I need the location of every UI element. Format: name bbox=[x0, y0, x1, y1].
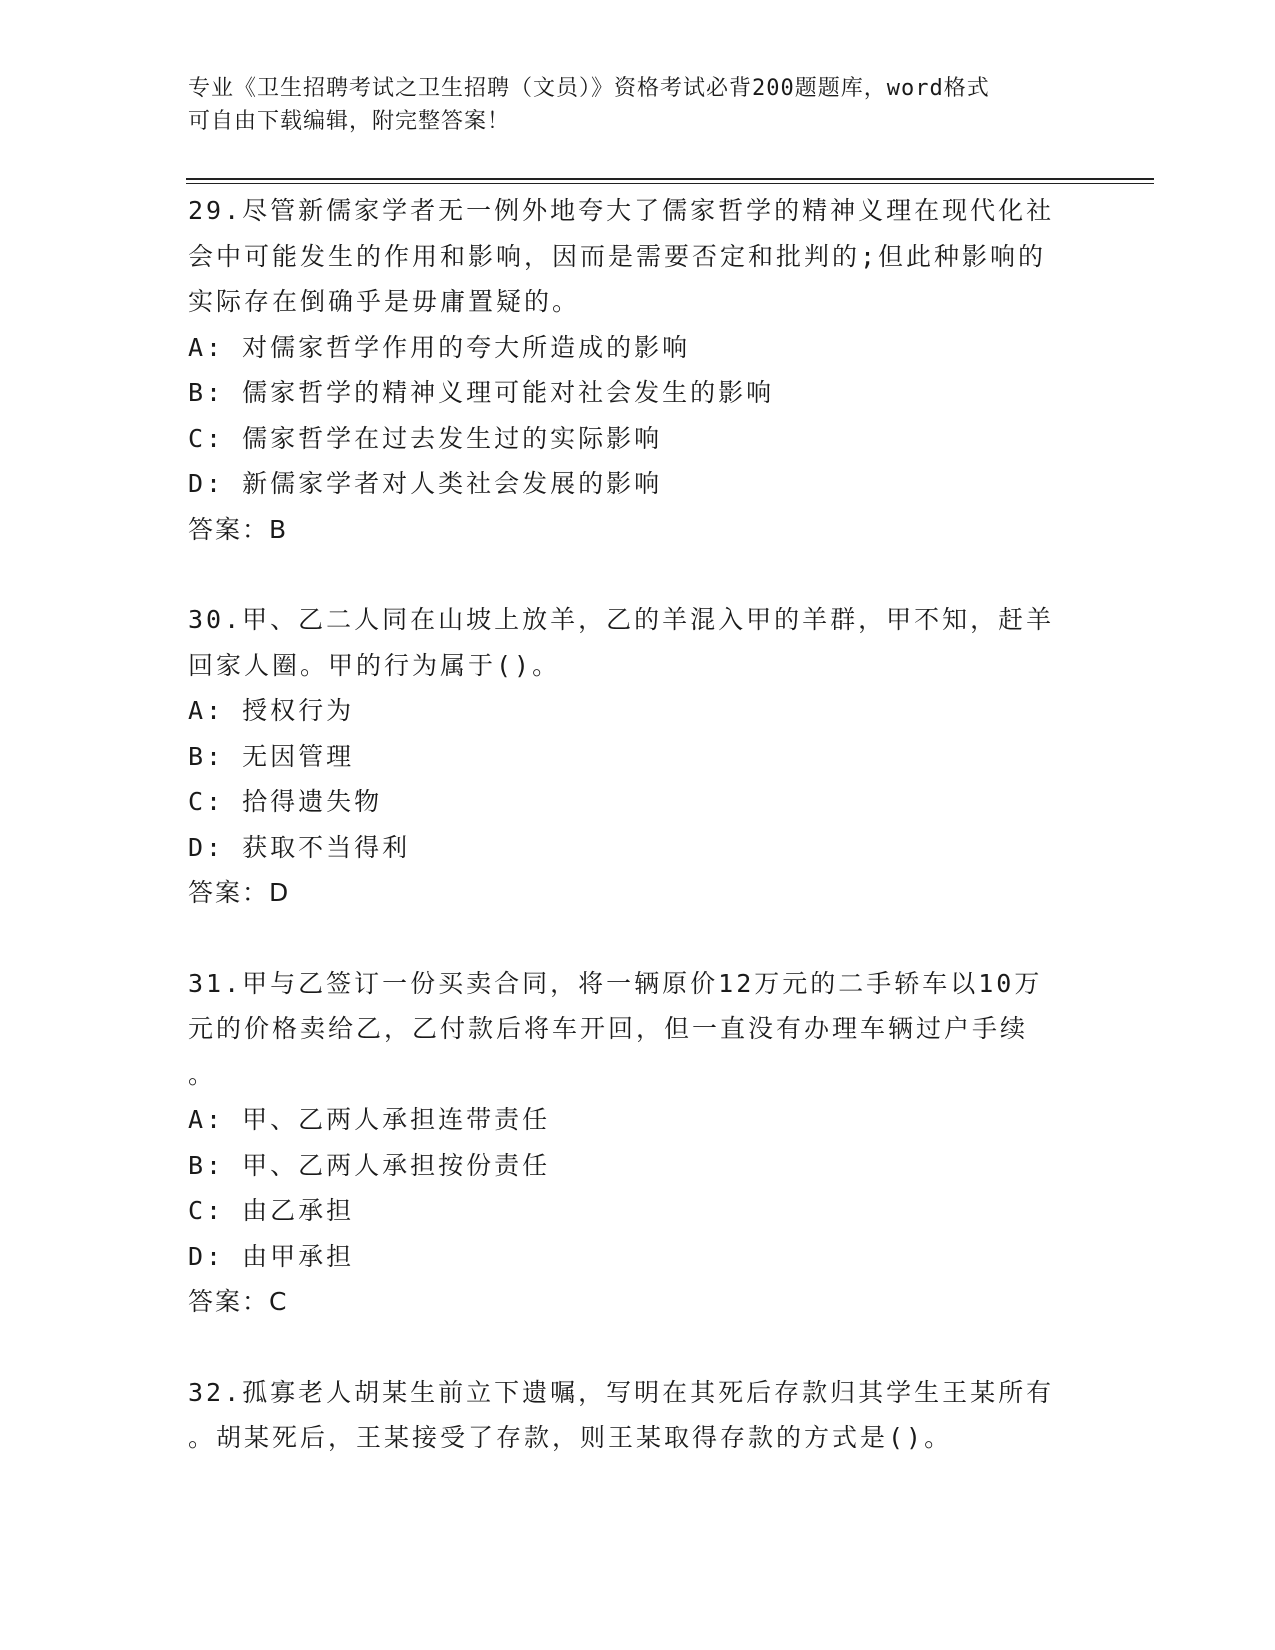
question-stem-line: 。胡某死后，王某接受了存款，则王某取得存款的方式是()。 bbox=[188, 1423, 953, 1452]
question-31 bbox=[188, 961, 1088, 1325]
question-stem-line: 29.尽管新儒家学者无一例外地夸大了儒家哲学的精神义理在现代化社 bbox=[188, 196, 1055, 225]
question-stem-line: 31.甲与乙签订一份买卖合同，将一辆原价12万元的二手轿车以10万 bbox=[188, 968, 1043, 998]
question-stem-line: 32.孤寡老人胡某生前立下遗嘱，写明在其死后存款归其学生王某所有 bbox=[188, 1377, 1055, 1407]
header-divider-thick bbox=[186, 178, 1154, 180]
option-c: C: 儒家哲学在过去发生过的实际影响 bbox=[188, 423, 663, 453]
question-29 bbox=[188, 188, 1088, 552]
option-d: D: 获取不当得利 bbox=[188, 832, 411, 862]
question-stem-line: 元的价格卖给乙，乙付款后将车开回，但一直没有办理车辆过户手续 bbox=[188, 1014, 1029, 1043]
option-b: B: 儒家哲学的精神义理可能对社会发生的影响 bbox=[188, 378, 775, 407]
answer-label: 答案：B bbox=[188, 514, 289, 544]
option-c: C: 拾得遗失物 bbox=[188, 787, 383, 816]
option-d: D: 由甲承担 bbox=[188, 1241, 355, 1271]
option-c: C: 由乙承担 bbox=[188, 1196, 355, 1225]
header-divider-thin bbox=[186, 183, 1154, 184]
question-stem-line: 。 bbox=[188, 1059, 217, 1089]
question-30 bbox=[188, 597, 1088, 916]
document-header bbox=[188, 72, 1068, 138]
question-stem-line: 回家人圈。甲的行为属于()。 bbox=[188, 650, 561, 680]
option-b: B: 无因管理 bbox=[188, 741, 355, 771]
option-a: A: 授权行为 bbox=[188, 696, 355, 725]
option-a: A: 对儒家哲学作用的夸大所造成的影响 bbox=[188, 332, 691, 362]
header-line-2: 可自由下载编辑，附完整答案！ bbox=[188, 109, 511, 134]
answer-label: 答案：D bbox=[188, 878, 291, 907]
question-stem-line: 实际存在倒确乎是毋庸置疑的。 bbox=[188, 287, 581, 316]
answer-label: 答案：C bbox=[188, 1287, 289, 1316]
option-a: A: 甲、乙两人承担连带责任 bbox=[188, 1105, 551, 1134]
header-line-1: 专业《卫生招聘考试之卫生招聘（文员）》资格考试必背200题题库，word格式 bbox=[188, 76, 990, 101]
option-b: B: 甲、乙两人承担按份责任 bbox=[188, 1150, 551, 1180]
question-stem-line: 会中可能发生的作用和影响，因而是需要否定和批判的;但此种影响的 bbox=[188, 241, 1047, 271]
question-32 bbox=[188, 1370, 1088, 1461]
question-list bbox=[188, 188, 1088, 1506]
question-stem-line: 30.甲、乙二人同在山坡上放羊，乙的羊混入甲的羊群，甲不知，赶羊 bbox=[188, 605, 1055, 634]
option-d: D: 新儒家学者对人类社会发展的影响 bbox=[188, 469, 663, 498]
